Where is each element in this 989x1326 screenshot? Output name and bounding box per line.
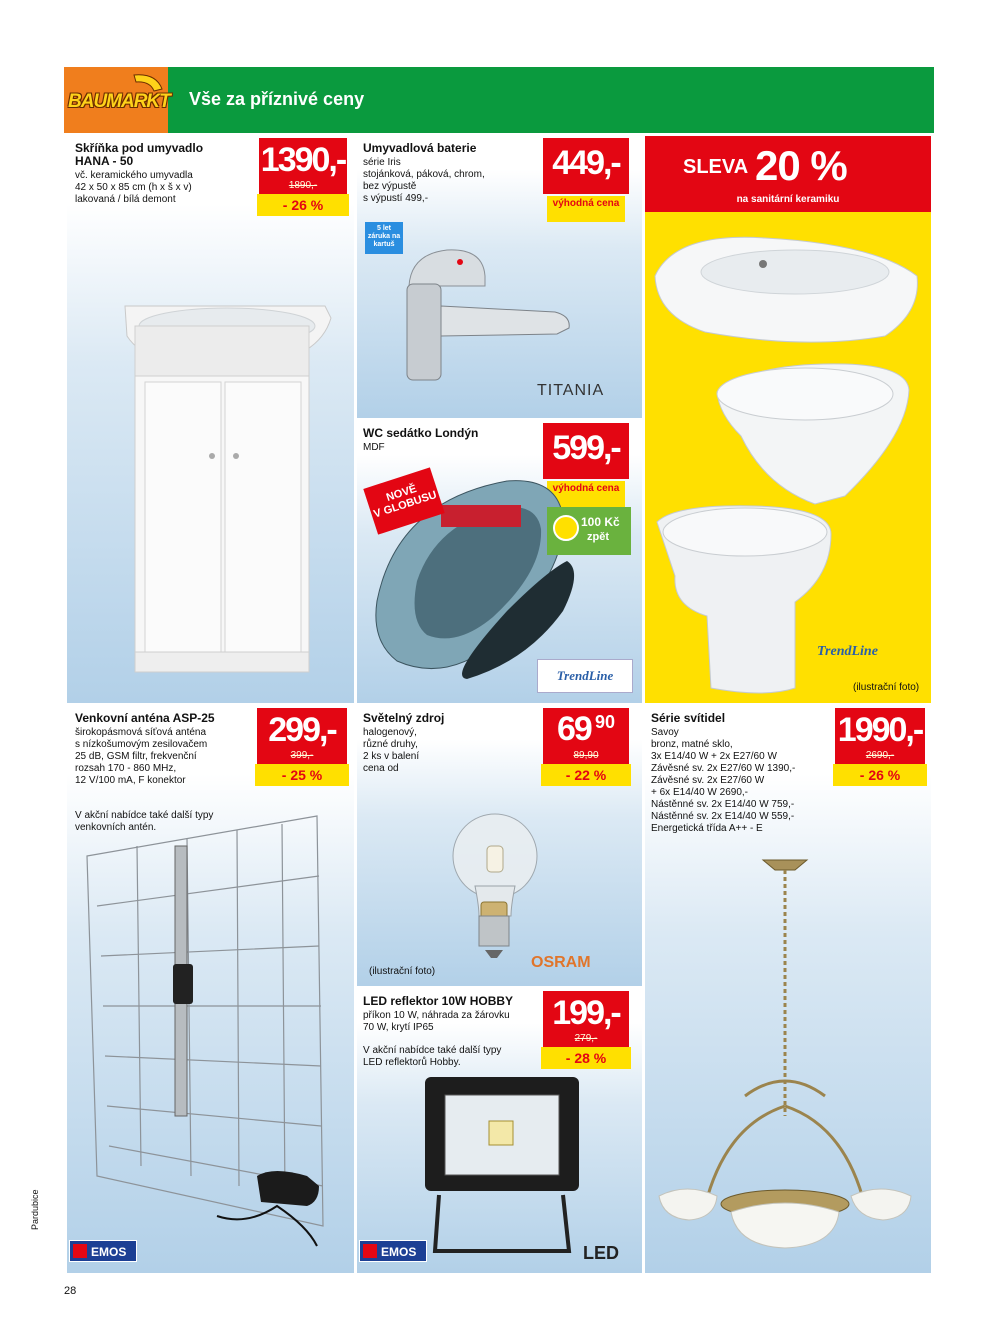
product-card-led-reflector[interactable] xyxy=(357,989,642,1273)
product-description: série Iris stojánková, páková, chrom, bez výpustě s výpustí 499,- xyxy=(363,157,485,204)
region-label: Pardubice xyxy=(30,1189,40,1230)
price-badge: 299,- xyxy=(257,708,347,752)
product-title: LED reflektor 10W HOBBY xyxy=(363,994,514,1008)
emos-label: EMOS xyxy=(381,1245,417,1259)
brand-label: TITANIA xyxy=(537,382,605,399)
old-price: 399,- xyxy=(290,750,314,761)
antenna-image xyxy=(67,706,354,1273)
emos-logo xyxy=(359,1240,427,1262)
trendline-logo: TrendLine xyxy=(817,644,878,659)
product-card-wc-seat[interactable] xyxy=(357,421,642,703)
bulb-image xyxy=(357,706,642,986)
product-description: MDF xyxy=(363,442,385,453)
emos-logo xyxy=(69,1240,137,1262)
discount-badge: - 25 % xyxy=(255,764,349,786)
illustration-note: (ilustrační foto) xyxy=(853,682,920,693)
discount-badge: - 22 % xyxy=(541,764,631,786)
discount-badge: - 26 % xyxy=(257,194,349,216)
price-badge: 1990,- xyxy=(835,708,925,752)
product-card-antenna[interactable] xyxy=(67,706,354,1273)
led-label: LED xyxy=(583,1243,619,1263)
ceramics-image xyxy=(645,136,931,703)
product-card-faucet[interactable] xyxy=(357,136,642,418)
price-badge: 449,- xyxy=(543,138,629,194)
product-title: Umyvadlová baterie xyxy=(363,141,477,155)
product-description: vč. keramického umyvadla 42 x 50 x 85 cm (h x š x v) lakovaná / bílá demont xyxy=(75,170,193,205)
old-price: 89,90 xyxy=(573,750,599,761)
page-title: Vše za příznivé ceny xyxy=(189,89,365,109)
old-price: 279,- xyxy=(574,1033,598,1044)
price-main: 69 xyxy=(557,710,591,748)
baumarkt-logo[interactable] xyxy=(64,67,168,133)
price-badge: 199,- xyxy=(543,991,629,1035)
product-extra-note: V akční nabídce také další typy LED reflektorů Hobby. xyxy=(363,1045,502,1068)
product-card-sink-cabinet[interactable] xyxy=(67,136,354,703)
faucet-image xyxy=(357,136,642,418)
illustration-note: (ilustrační foto) xyxy=(369,966,436,977)
product-title: Venkovní anténa ASP-25 xyxy=(75,711,215,725)
product-extra-note: V akční nabídce také další typy venkovních antén. xyxy=(75,810,214,833)
discount-badge: - 26 % xyxy=(833,764,927,786)
cashback-amount: 100 Kč xyxy=(581,515,620,529)
page-header xyxy=(64,67,934,133)
product-description: širokopásmová síťová anténa s nízkošumovým zesilovačem 25 dB, GSM filtr, frekvenční rozsah 170 - 860 MHz, 12 V/100 mA, F konektor xyxy=(75,727,208,786)
emos-mark-icon xyxy=(73,1244,87,1258)
emos-mark-icon xyxy=(363,1244,377,1258)
warranty-badge: 5 let záruka na kartuš xyxy=(365,222,403,254)
sale-value: 20 % xyxy=(755,142,847,189)
deal-badge: výhodná cena xyxy=(547,481,625,507)
old-price: 1890,- xyxy=(288,180,318,191)
led-reflector-image xyxy=(357,989,642,1273)
product-title: Skříňka pod umyvadlo HANA - 50 xyxy=(75,141,204,168)
emos-label: EMOS xyxy=(91,1245,127,1259)
chandelier-image xyxy=(645,706,931,1273)
product-description: příkon 10 W, náhrada za žárovku 70 W, krytí IP65 xyxy=(363,1010,510,1033)
product-title: WC sedátko Londýn xyxy=(363,426,479,440)
sink-cabinet-image xyxy=(67,136,354,703)
product-title: Série svítidel xyxy=(651,711,726,725)
cashback-badge xyxy=(547,507,631,555)
discount-badge: - 28 % xyxy=(541,1047,631,1069)
old-price: 2690,- xyxy=(865,750,895,761)
sale-word: SLEVA xyxy=(683,156,749,178)
product-title: Světelný zdroj xyxy=(363,711,445,725)
logo-text: BAUMARKT xyxy=(68,91,170,112)
coin-icon xyxy=(553,515,579,541)
price-badge: 599,- xyxy=(543,423,629,479)
product-card-ceramics[interactable] xyxy=(645,136,931,703)
price-cents: 90 xyxy=(595,712,616,732)
trendline-logo: TrendLine xyxy=(537,659,633,693)
price-badge: 1390,- xyxy=(259,138,347,182)
deal-badge: výhodná cena xyxy=(547,196,625,222)
new-badge: NOVĚ V GLOBUSU xyxy=(363,467,444,534)
product-card-bulb[interactable] xyxy=(357,706,642,986)
product-description: Savoy bronz, matné sklo, 3x E14/40 W + 2x E27/60 W Závěsné sv. 2x E27/60 W 1390,- Závěsné sv. 2x E27/60 W + 6x E14/40 W 2690,- Nástěnné sv. 2x E14/40 W 759,- Nástěnné sv. 2x E14/40 W 559,- Energetická třída A++ - E xyxy=(651,727,796,834)
page-number: 28 xyxy=(64,1285,77,1297)
sale-subtitle: na sanitární keramiku xyxy=(736,194,840,205)
osram-logo: OSRAM xyxy=(531,954,591,971)
cashback-label: zpět xyxy=(587,531,609,543)
product-card-lamps[interactable] xyxy=(645,706,931,1273)
product-description: halogenový, různé druhy, 2 ks v balení cena od xyxy=(363,727,420,774)
